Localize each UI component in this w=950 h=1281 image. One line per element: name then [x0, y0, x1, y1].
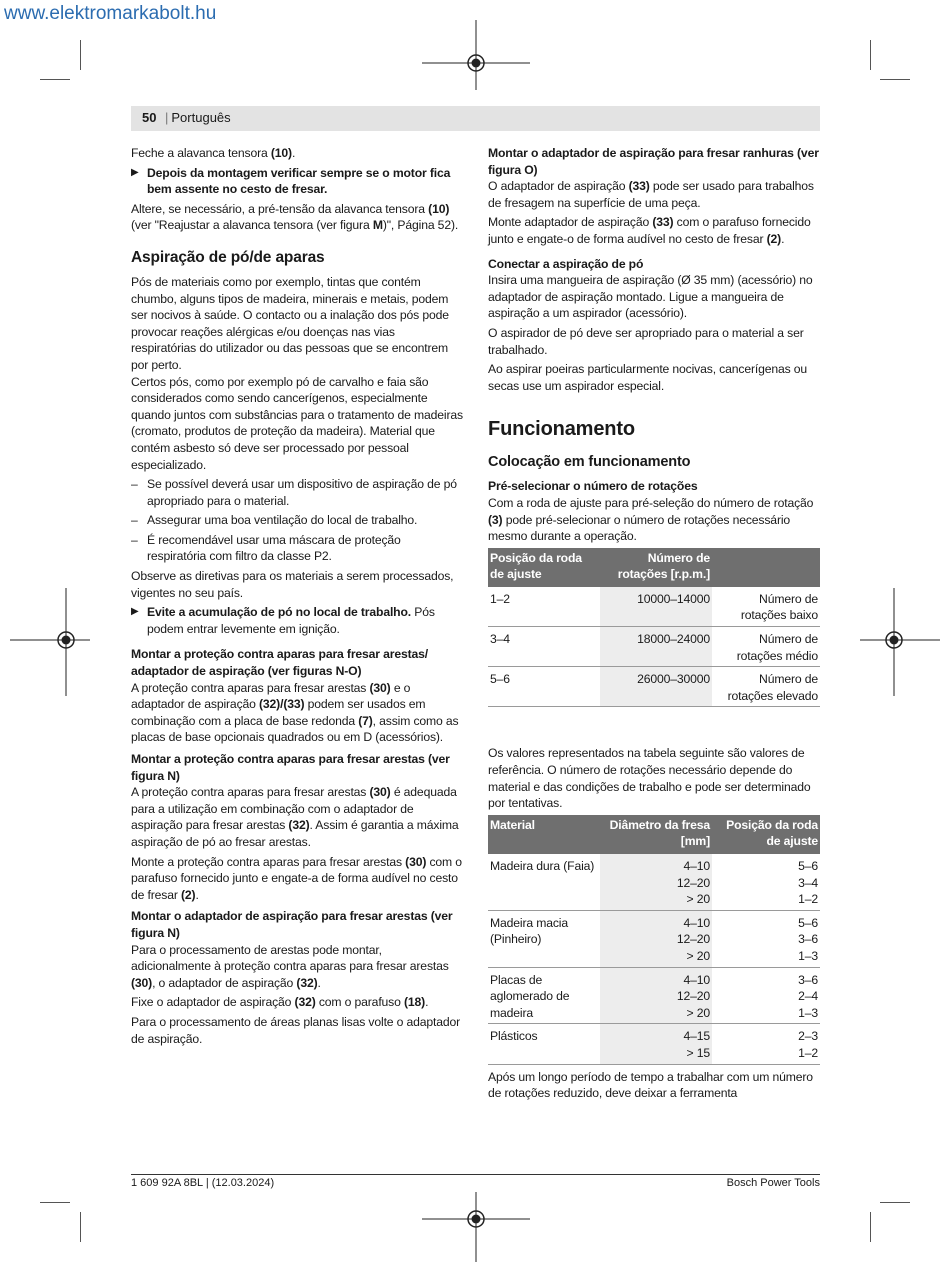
left-column	[131, 145, 463, 1050]
table-cell: Número de rotações baixo	[712, 587, 820, 627]
table-cell: 1–2	[488, 587, 600, 627]
list-item: – É recomendável usar uma máscara de proteção respiratória com filtro da classe P2.	[131, 532, 463, 565]
list-item: – Se possível deverá usar um dispositivo de aspiração de pó apropriado para o material.	[131, 476, 463, 509]
warning-item: ▶ Depois da montagem verificar sempre se o motor fica bem assente no cesto de fresar.	[131, 165, 463, 198]
footer-divider	[131, 1174, 820, 1175]
registration-mark-icon	[422, 10, 530, 90]
table-header-cell: Material	[488, 815, 600, 854]
table-cell: Número de rotações médio	[712, 627, 820, 667]
paragraph: Monte adaptador de aspiração (33) com o parafuso fornecido junto e engate-o de forma audível no cesto de fresar (2).	[488, 215, 811, 246]
table-row	[488, 667, 820, 707]
table-cell: 4–10 12–20 > 20	[600, 967, 712, 1024]
section-heading: Aspiração de pó/de aparas	[131, 248, 325, 266]
paragraph: Observe as diretivas para os materiais a serem processados, vigentes no seu país.	[131, 569, 454, 600]
paragraph: Após um longo período de tempo a trabalhar com um número de rotações reduzido, deve deixar a ferramenta	[488, 1069, 813, 1101]
table-cell: 18000–24000	[600, 627, 712, 667]
chapter-heading: Funcionamento	[488, 418, 635, 441]
subsection-heading: Pré-selecionar o número de rotações	[488, 479, 698, 494]
table-header-cell: Posição da roda de ajuste	[712, 815, 820, 854]
crop-mark	[80, 40, 81, 70]
table-row	[488, 854, 820, 910]
page-number: 50	[142, 110, 157, 125]
crop-mark	[40, 79, 70, 80]
paragraph: Para o processamento de arestas pode montar, adicionalmente à proteção contra aparas para fresar arestas (30), o adaptador de aspiração (32).	[131, 942, 449, 990]
table-row	[488, 1024, 820, 1064]
paragraph: Feche a alavanca tensora (10).	[131, 146, 296, 160]
table-cell: 10000–14000	[600, 587, 712, 627]
paragraph: O aspirador de pó deve ser apropriado para o material a ser trabalhado.	[488, 325, 804, 357]
footer-brand: Bosch Power Tools	[726, 1177, 820, 1189]
table-cell: 5–6 3–4 1–2	[712, 854, 820, 910]
registration-mark-icon	[10, 588, 90, 696]
paragraph: O adaptador de aspiração (33) pode ser usado para trabalhos de fresagem na superfície de uma peça.	[488, 179, 814, 210]
subsection-heading: Montar o adaptador de aspiração para fresar ranhuras (ver figura O)	[488, 146, 819, 177]
table-row	[488, 627, 820, 667]
material-table	[488, 815, 820, 1065]
table-header-row	[488, 548, 820, 587]
table-cell: 26000–30000	[600, 667, 712, 707]
table-header-cell: Número de rotações [r.p.m.]	[600, 548, 712, 587]
crop-mark	[870, 40, 871, 70]
page-header	[131, 106, 820, 131]
section-heading: Colocação em funcionamento	[488, 454, 691, 471]
paragraph: Para o processamento de áreas planas lisas volte o adaptador de aspiração.	[131, 1014, 461, 1046]
crop-mark	[880, 1202, 910, 1203]
table-cell: 5–6 3–6 1–3	[712, 910, 820, 967]
watermark-link[interactable]: www.elektromarkabolt.hu	[4, 3, 217, 24]
paragraph: Ao aspirar poeiras particularmente nocivas, cancerígenas ou secas use um aspirador especial.	[488, 362, 808, 393]
table-cell: 4–10 12–20 > 20	[600, 910, 712, 967]
subsection-heading: Conectar a aspiração de pó	[488, 256, 644, 271]
paragraph: Pós de materiais como por exemplo, tintas que contém chumbo, alguns tipos de madeira, minerais e metais, podem ser nocivos à saúde. O contacto ou a inalação dos pós pode provocar reações alérgicas e/ou doenças nas vias respiratórias do utilizador ou das pessoas que se encontrem por perto.	[131, 274, 449, 372]
list-item: – Assegurar uma boa ventilação do local de trabalho.	[131, 512, 463, 529]
right-column	[488, 145, 820, 1105]
table-cell: Plásticos	[488, 1024, 600, 1064]
footer-doc-number: 1 609 92A 8BL | (12.03.2024)	[131, 1177, 275, 1189]
table-cell: Madeira macia (Pinheiro)	[488, 910, 600, 967]
subsection-heading: Montar o adaptador de aspiração para fresar arestas (ver figura N)	[131, 909, 453, 940]
table-cell: 3–6 2–4 1–3	[712, 967, 820, 1024]
subsection-heading: Montar a proteção contra aparas para fresar arestas (ver figura N)	[131, 752, 450, 783]
table-cell: 2–3 1–2	[712, 1024, 820, 1064]
paragraph: Altere, se necessário, a pré-tensão da alavanca tensora (10) (ver "Reajustar a alavanca tensora (ver figura M)", Página 52).	[131, 201, 459, 233]
table-header-cell: Posição da roda de ajuste	[488, 548, 600, 587]
paragraph: Certos pós, como por exemplo pó de carvalho e faia são considerados como sendo cancerígenos, especialmente quando juntos com substâncias para o tratamento de madeiras (cromato, produtos de proteção da madeira). Material que contém asbesto só deve ser processado por pessoal especializado.	[131, 374, 463, 472]
crop-mark	[880, 79, 910, 80]
paragraph: A proteção contra aparas para fresar arestas (30) e o adaptador de aspiração (32)/(33) podem ser usados em combinação com a placa de base redonda (7), assim como as placas de base opcionais quadrados ou em D (acessórios).	[131, 680, 459, 745]
table-cell: 4–15 > 15	[600, 1024, 712, 1064]
table-cell: 4–10 12–20 > 20	[600, 854, 712, 910]
table-row	[488, 967, 820, 1024]
table-header-cell	[712, 548, 820, 587]
registration-mark-icon	[860, 588, 940, 696]
paragraph: Insira uma mangueira de aspiração (Ø 35 mm) (acessório) no adaptador de aspiração montado. Ligue a mangueira de aspiração a um aspirador (acessório).	[488, 273, 813, 321]
registration-mark-icon	[422, 1192, 530, 1272]
table-cell: 5–6	[488, 667, 600, 707]
table-cell: Madeira dura (Faia)	[488, 854, 600, 910]
paragraph: Monte a proteção contra aparas para fresar arestas (30) com o parafuso fornecido junto e engate-a de forma audível no cesto de fresar (2).	[131, 854, 462, 902]
speed-table	[488, 548, 820, 708]
table-cell: Número de rotações elevado	[712, 667, 820, 707]
crop-mark	[80, 1212, 81, 1242]
table-header-row	[488, 815, 820, 854]
subsection-heading: Montar a proteção contra aparas para fresar arestas/ adaptador de aspiração (ver figuras N-O)	[131, 647, 429, 679]
table-header-cell: Diâmetro da fresa [mm]	[600, 815, 712, 854]
header-language: | Português	[165, 110, 231, 125]
paragraph: A proteção contra aparas para fresar arestas (30) é adequada para a utilização em combinação com o adaptador de aspiração para fresar arestas (32). Assim é garantia a máxima aspiração de pó ao fresar arestas.	[131, 785, 459, 849]
crop-mark	[40, 1202, 70, 1203]
crop-mark	[870, 1212, 871, 1242]
paragraph: Fixe o adaptador de aspiração (32) com o parafuso (18).	[131, 995, 429, 1010]
paragraph: Com a roda de ajuste para pré-seleção do número de rotação (3) pode pré-selecionar o número de rotações necessário mesmo durante a operação.	[488, 495, 814, 544]
warning-item: ▶ Evite a acumulação de pó no local de trabalho. Pós podem entrar levemente em ignição.	[131, 604, 463, 637]
paragraph: Os valores representados na tabela seguinte são valores de referência. O número de rotações necessário depende do material e das condições de trabalho e pode ser determinado por tentativas.	[488, 746, 811, 811]
table-cell: 3–4	[488, 627, 600, 667]
table-row	[488, 587, 820, 627]
table-cell: Placas de aglomerado de madeira	[488, 967, 600, 1024]
table-row	[488, 910, 820, 967]
